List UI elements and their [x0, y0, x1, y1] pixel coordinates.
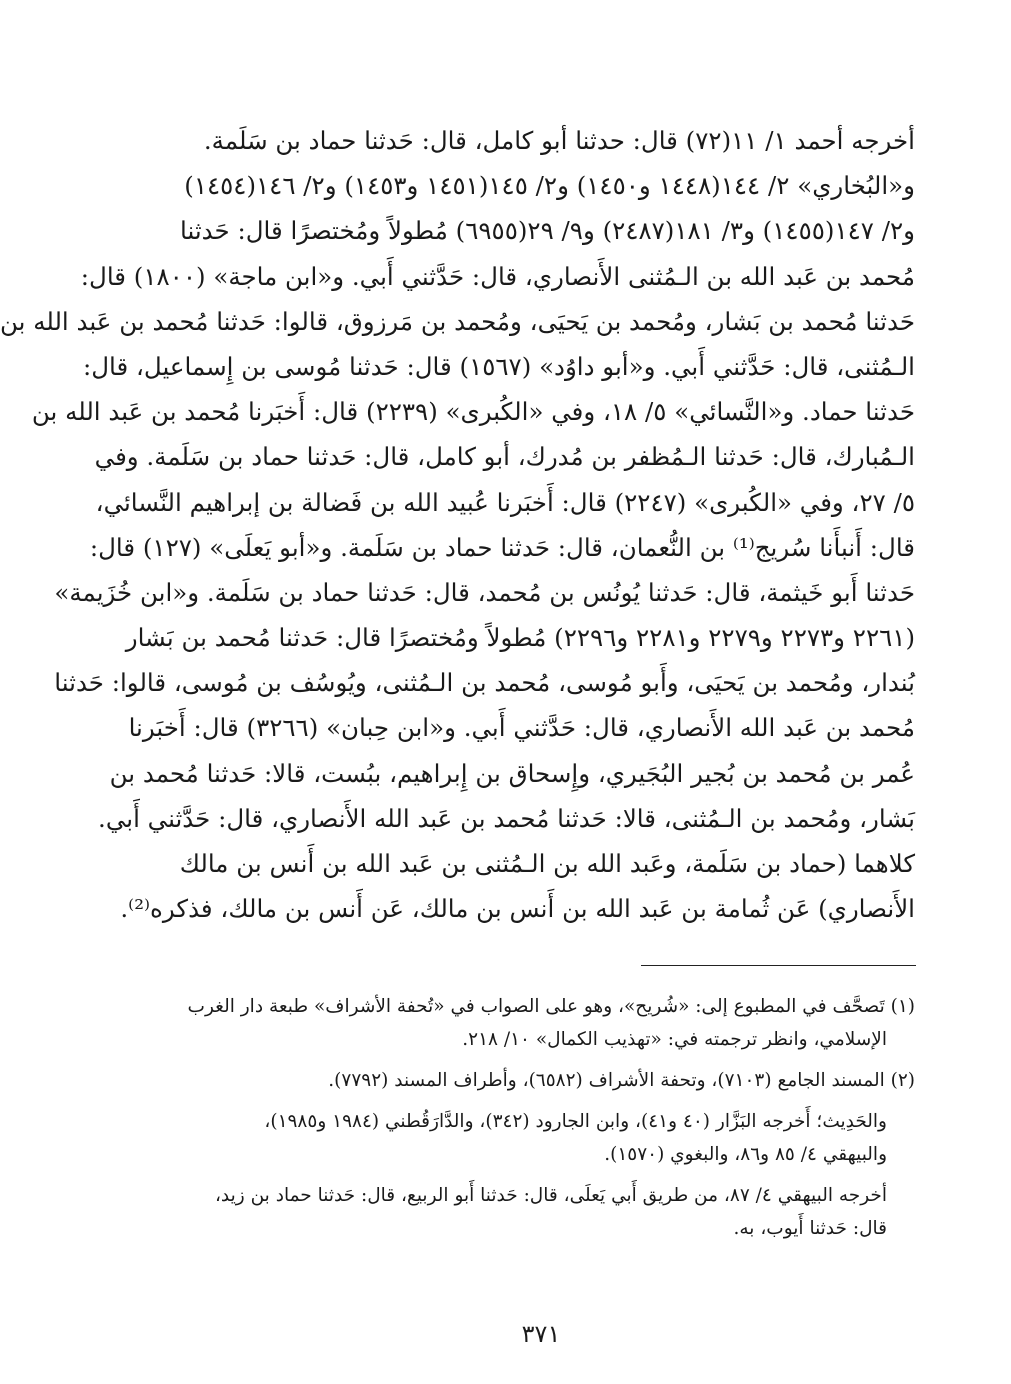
- main-text: [0, 118, 915, 931]
- footnote-line: (٢) المسند الجامع (٧١٠٣)، وتحفة الأشراف (٦٥٨٢)، وأطراف المسند (٧٧٩٢).: [328, 1070, 915, 1091]
- main-line: قال: أَنبأَنا سُريج⁽¹⁾ بن النُّعمان، قال: حَدثنا حماد بن سَلَمة. و«أبو يَعلَى» (١٢٧) قال:: [89, 532, 915, 562]
- footnote-line: قال: حَدثنا أَيوب، به.: [733, 1218, 887, 1239]
- main-line: بُندار، ومُحمد بن يَحيَى، وأَبو مُوسى، مُحمد بن الـمُثنى، ويُوسُف بن مُوسى، قالوا: حَدثنا: [54, 668, 915, 698]
- main-line: حَدثنا أَبو خَيثمة، قال: حَدثنا يُونُس بن مُحمد، قال: حَدثنا حماد بن سَلَمة. و«ابن خُزَيمة»: [54, 577, 915, 607]
- main-line: مُحمد بن عَبد الله الأَنصاري، قال: حَدَّثني أَبي. و«ابن حِبان» (٣٢٦٦) قال: أَخبَرنا: [128, 713, 915, 743]
- main-line: ٥/ ٢٧، وفي «الكُبرى» (٢٢٤٧) قال: أَخبَرنا عُبيد الله بن فَضالة بن إبراهيم النَّسائي،: [95, 487, 915, 517]
- main-line: الـمُبارك، قال: حَدثنا الـمُظفر بن مُدرك، أبو كامل، قال: حَدثنا حماد بن سَلَمة. وفي: [94, 442, 915, 472]
- main-line: كلاهما (حماد بن سَلَمة، وعَبد الله بن الـمُثنى بن عَبد الله بن أَنس بن مالك: [179, 849, 915, 878]
- main-line: عُمر بن مُحمد بن بُجير البُجَيري، وإِسحاق بن إِبراهيم، ببُست، قالا: حَدثنا مُحمد بن: [109, 758, 915, 788]
- main-line: أخرجه أحمد ١/ ١١(٧٢) قال: حدثنا أبو كامل، قال: حَدثنا حماد بن سَلَمة.: [203, 126, 915, 155]
- footnote-line: (١) تَصحَّف في المطبوع إلى: «شُريح»، وهو على الصواب في «تُحفة الأشراف» طبعة دار الغرب: [187, 996, 915, 1017]
- footnote-line: الإسلامي، وانظر ترجمته في: «تهذيب الكمال» ١٠/ ٢١٨.: [462, 1029, 887, 1050]
- main-line: مُحمد بن عَبد الله بن الـمُثنى الأَنصاري، قال: حَدَّثني أَبي. و«ابن ماجة» (١٨٠٠) قال:: [80, 261, 915, 291]
- footnote-divider: [641, 965, 916, 966]
- main-line: و«البُخاري» ٢/ ١٤٤(١٤٤٨ و١٤٥٠) و٢/ ١٤٥(١٤٥١ و١٤٥٣) و٢/ ١٤٦(١٤٥٤): [184, 171, 915, 201]
- main-line: الـمُثنى، قال: حَدَّثني أَبي. و«أبو داوُد» (١٥٦٧) قال: حَدثنا مُوسى بن إِسماعيل، قال:: [83, 351, 915, 381]
- main-line: الأَنصاري) عَن ثُمامة بن عَبد الله بن أَنس بن مالك، عَن أَنس بن مالك، فذكره⁽²⁾.: [120, 894, 915, 924]
- main-line: حَدثنا حماد. و«النَّسائي» ٥/ ١٨، وفي «الكُبرى» (٢٢٣٩) قال: أَخبَرنا مُحمد بن عَبد الله بن: [31, 397, 915, 427]
- footnote-line: والبيهقي ٤/ ٨٥ و٨٦، والبغوي (١٥٧٠).: [604, 1144, 887, 1165]
- footnote-line: والحَدِيث؛ أَخرجه البَزَّار (٤٠ و٤١)، وابن الجارود (٣٤٢)، والدَّارَقُطني (١٩٨٤ و١٩٨٥)،: [264, 1111, 887, 1132]
- main-line: و٢/ ١٤٧(١٤٥٥) و٣/ ١٨١(٢٤٨٧) و٩/ ٢٩(٦٩٥٥) مُطولاً ومُختصرًا قال: حَدثنا: [180, 216, 915, 246]
- main-line: (٢٢٦١ و٢٢٧٣ و٢٢٧٩ و٢٢٨١ و٢٢٩٦) مُطولاً ومُختصرًا قال: حَدثنا مُحمد بن بَشار: [125, 623, 915, 653]
- footnotes: [171, 990, 915, 1245]
- footnote-line: أخرجه البيهقي ٤/ ٨٧، من طريق أَبي يَعلَى، قال: حَدثنا أَبو الربيع، قال: حَدثنا حماد بن زيد،: [214, 1185, 887, 1206]
- main-line: بَشار، ومُحمد بن الـمُثنى، قالا: حَدثنا مُحمد بن عَبد الله الأَنصاري، قال: حَدَّثني أَبي.: [98, 803, 915, 833]
- page-number: ٣٧١: [521, 1320, 561, 1348]
- main-line: حَدثنا مُحمد بن بَشار، ومُحمد بن يَحيَى، ومُحمد بن مَرزوق، قالوا: حَدثنا مُحمد بن عَبد الله بن: [0, 306, 915, 336]
